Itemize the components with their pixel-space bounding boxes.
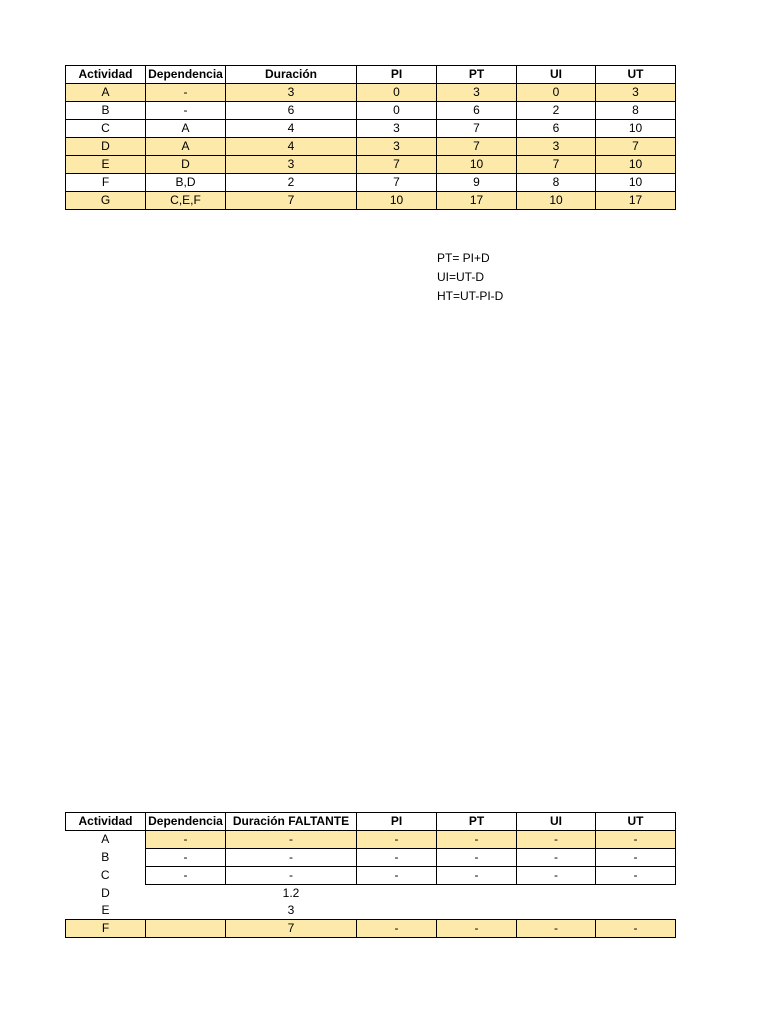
table-row — [66, 867, 676, 885]
table-cell: 6 — [517, 120, 596, 138]
header-pi: PI — [357, 66, 437, 84]
table-cell: - — [357, 867, 437, 885]
activity-table — [65, 65, 676, 210]
table-cell: 0 — [357, 84, 437, 102]
table-cell: A — [66, 84, 146, 102]
table-row — [66, 902, 676, 920]
table-cell: D — [146, 156, 226, 174]
table-cell: B,D — [146, 174, 226, 192]
table-cell: 8 — [596, 102, 676, 120]
header-actividad: Actividad — [66, 813, 146, 831]
table-cell: 10 — [437, 156, 517, 174]
header-dependencia: Dependencia — [146, 813, 226, 831]
table-cell: 3 — [226, 156, 357, 174]
table-row — [66, 102, 676, 120]
table-cell — [596, 885, 676, 903]
table-cell: - — [437, 831, 517, 849]
table-cell: F — [66, 920, 146, 938]
formula-notes — [437, 249, 503, 306]
table-row — [66, 138, 676, 156]
table-cell: 10 — [357, 192, 437, 210]
table-cell: 17 — [437, 192, 517, 210]
header-ui: UI — [517, 66, 596, 84]
table-cell — [146, 885, 226, 903]
table-cell: 3 — [226, 84, 357, 102]
table-cell: - — [146, 84, 226, 102]
table-cell: 3 — [287, 903, 295, 917]
table-cell: 7 — [226, 920, 357, 938]
table-cell: 4 — [226, 138, 357, 156]
table-cell: - — [437, 849, 517, 867]
table-cell: 3 — [517, 138, 596, 156]
table-cell: 3 — [596, 84, 676, 102]
table-row — [66, 174, 676, 192]
table-cell: - — [437, 867, 517, 885]
table-cell: B — [66, 102, 146, 120]
table-cell: 6 — [437, 102, 517, 120]
table-cell: B — [101, 850, 110, 864]
table-cell: - — [146, 102, 226, 120]
table-cell: 7 — [517, 156, 596, 174]
table-cell: 17 — [596, 192, 676, 210]
table-cell: - — [517, 831, 596, 849]
table-cell: - — [357, 849, 437, 867]
table-cell: - — [517, 920, 596, 938]
table-cell: - — [596, 867, 676, 885]
table-cell: - — [357, 831, 437, 849]
header-dependencia: Dependencia — [146, 66, 226, 84]
table-cell — [437, 885, 517, 903]
table-cell: C — [100, 868, 110, 882]
table-cell: - — [517, 867, 596, 885]
table-row — [66, 192, 676, 210]
table-cell: 0 — [357, 102, 437, 120]
table-cell: E — [66, 156, 146, 174]
table-row — [66, 831, 676, 849]
table-cell — [146, 920, 226, 938]
table-cell — [357, 902, 437, 920]
table-cell: A — [146, 138, 226, 156]
table-cell: 10 — [596, 156, 676, 174]
table-cell: G — [66, 192, 146, 210]
table-cell — [437, 902, 517, 920]
table-row — [66, 120, 676, 138]
table-cell: - — [226, 867, 357, 885]
table-cell: - — [517, 849, 596, 867]
table-cell: - — [596, 831, 676, 849]
table-cell — [517, 885, 596, 903]
table-cell: 4 — [226, 120, 357, 138]
table-row — [66, 920, 676, 938]
table-row — [66, 885, 676, 903]
table-cell: - — [146, 867, 226, 885]
table-cell: 7 — [357, 156, 437, 174]
table-cell: 8 — [517, 174, 596, 192]
table-header-row — [66, 813, 676, 831]
table-cell — [146, 902, 226, 920]
header-ui: UI — [517, 813, 596, 831]
table-cell: - — [146, 831, 226, 849]
table-cell: 3 — [357, 120, 437, 138]
table-cell: 10 — [596, 120, 676, 138]
table-cell: A — [101, 832, 110, 847]
table-row — [66, 84, 676, 102]
header-pt: PT — [437, 813, 517, 831]
table-cell: - — [357, 920, 437, 938]
formula-ui: UI=UT-D — [437, 270, 485, 284]
formula-ht: HT=UT-PI-D — [437, 289, 504, 303]
table-cell: 0 — [517, 84, 596, 102]
table-cell: - — [596, 849, 676, 867]
table-cell: F — [66, 174, 146, 192]
table-cell: 7 — [437, 138, 517, 156]
table-cell: 10 — [517, 192, 596, 210]
table-cell: 3 — [357, 138, 437, 156]
table-row — [66, 849, 676, 867]
header-pt: PT — [437, 66, 517, 84]
table-cell: 7 — [437, 120, 517, 138]
table-cell: D — [66, 138, 146, 156]
header-ut: UT — [596, 813, 676, 831]
table-cell: - — [437, 920, 517, 938]
table-cell: - — [226, 831, 357, 849]
header-duracion-faltante: Duración FALTANTE — [226, 813, 357, 831]
table-cell: 2 — [226, 174, 357, 192]
table-cell: C — [66, 120, 146, 138]
table-cell: 7 — [596, 138, 676, 156]
table-cell — [357, 885, 437, 903]
header-actividad: Actividad — [66, 66, 146, 84]
formula-pt: PT= PI+D — [437, 251, 490, 265]
table-cell: E — [101, 903, 110, 917]
table-cell: D — [101, 885, 110, 900]
table-cell — [596, 902, 676, 920]
table-cell: 2 — [517, 102, 596, 120]
header-duracion: Duración — [226, 66, 357, 84]
table-cell: 3 — [437, 84, 517, 102]
header-pi: PI — [357, 813, 437, 831]
table-cell — [517, 902, 596, 920]
header-ut: UT — [596, 66, 676, 84]
remaining-duration-table — [65, 812, 676, 938]
table-cell: - — [146, 849, 226, 867]
table-cell: 1.2 — [282, 886, 300, 900]
table-cell: 9 — [437, 174, 517, 192]
table-cell: - — [596, 920, 676, 938]
table-cell: A — [146, 120, 226, 138]
table-cell: C,E,F — [146, 192, 226, 210]
table-cell: - — [226, 849, 357, 867]
table-cell: 6 — [226, 102, 357, 120]
table-cell: 10 — [596, 174, 676, 192]
table-row — [66, 156, 676, 174]
table-cell: 7 — [357, 174, 437, 192]
table-cell: 7 — [226, 192, 357, 210]
table-header-row — [66, 66, 676, 84]
